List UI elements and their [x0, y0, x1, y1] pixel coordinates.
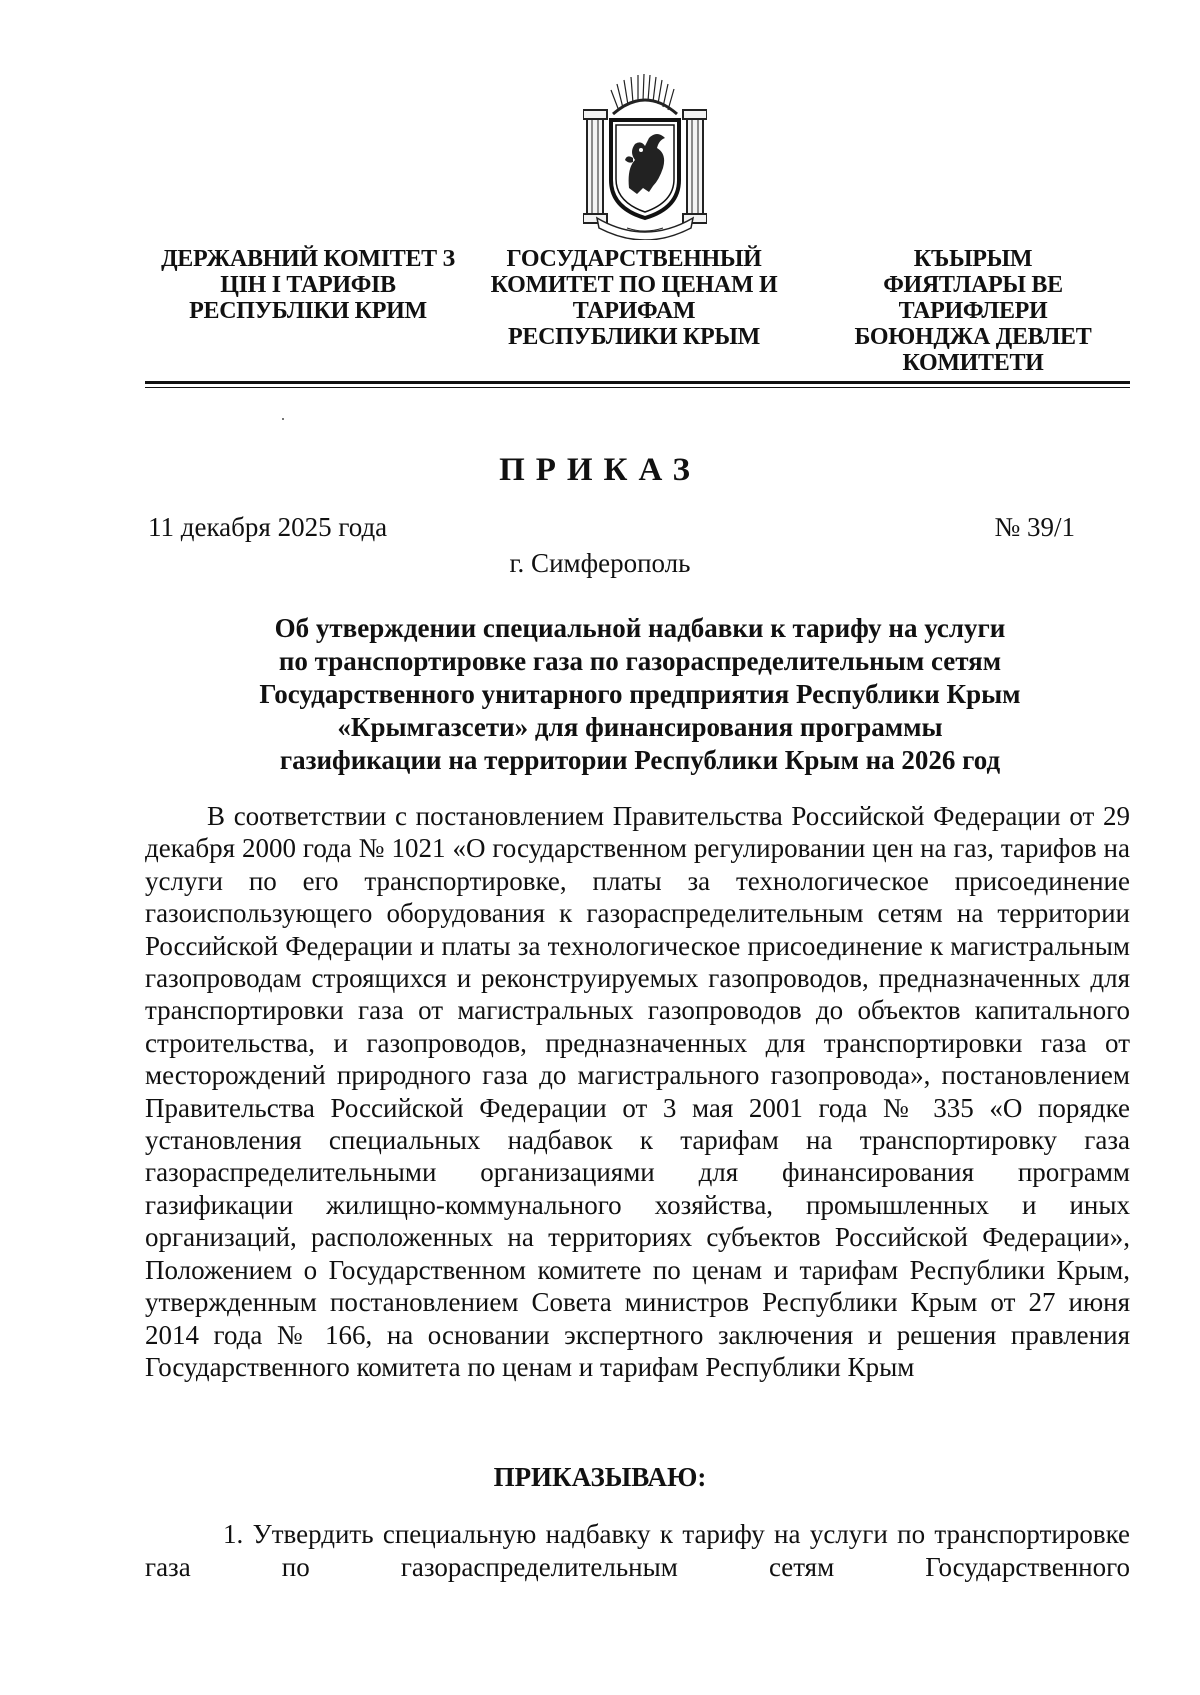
document-title: ПРИКАЗ: [499, 452, 701, 488]
document-subject: [180, 612, 1100, 777]
subject-line: газификации на территории Республики Крым на 2026 год: [279, 745, 1001, 775]
preamble-paragraph: В соответствии с постановлением Правительства Российской Федерации от 29 декабря 2000 года № 1021 «О государственном регулировании цен на газ, тарифов на услуги по его транспортировке, платы за технологическое присоединение газоиспользующего оборудования к газораспределительным сетям на территории Российской Федерации и платы за технологическое присоединение к магистральным газопроводам строящихся и реконструируемых газопроводов, предназначенных для транспортировки газа от магистральных газопроводов до объектов капитального строительства, и газопроводов, предназначенных для транспортировки газа от месторождений природного газа до магистрального газопровода», постановлением Правительства Российской Федерации от 3 мая 2001 года № 335 «О порядке установления специальных надбавок к тарифам на транспортировку газа газораспределительными организациями для финансирования программ газификации жилищно-коммунального хозяйства, промышленных и иных организаций, расположенных на территориях субъектов Российской Федерации», Положением о Государственном комитете по ценам и тарифам Республики Крым, утвержденным постановлением Совета министров Республики Крым от 27 июня 2014 года № 166, на основании экспертного заключения и решения правления Государственного комитета по ценам и тарифам Республики Крым: [145, 801, 1130, 1382]
subject-line: «Крымгазсети» для финансирования программы: [337, 712, 943, 742]
subject-line: по транспортировке газа по газораспределительным сетям: [278, 646, 1002, 676]
order-heading: ПРИКАЗЫВАЮ:: [493, 1462, 707, 1492]
committee-name-russian: ГОСУДАРСТВЕННЫЙ КОМИТЕТ ПО ЦЕНАМ И ТАРИФАМ РЕСПУБЛИКИ КРЫМ: [490, 246, 778, 350]
crimea-coat-of-arms-icon: [583, 68, 707, 240]
header-rule-thin: [145, 387, 1130, 388]
scan-speck: [282, 418, 284, 420]
document-city: г. Симферополь: [509, 548, 691, 578]
committee-name-crimean-tatar: КЪЫРЫМ ФИЯТЛАРЫ ВЕ ТАРИФЛЕРИ БОЮНДЖА ДЕВЛЕТ КОМИТЕТИ: [854, 246, 1092, 376]
subject-line: Об утверждении специальной надбавки к тарифу на услуги: [274, 613, 1006, 643]
subject-line: Государственного унитарного предприятия Республики Крым: [259, 679, 1021, 709]
committee-name-ukrainian: ДЕРЖАВНИЙ КОМІТЕТ З ЦІН І ТАРИФІВ РЕСПУБЛІКИ КРИМ: [161, 246, 455, 324]
document-date: 11 декабря 2025 года: [148, 512, 388, 542]
order-item-1: 1. Утвердить специальную надбавку к тарифу на услуги по транспортировке газа по газораспределительным сетям Государственного: [145, 1519, 1130, 1582]
document-number: № 39/1: [994, 512, 1075, 542]
header-rule-thick: [145, 381, 1130, 384]
